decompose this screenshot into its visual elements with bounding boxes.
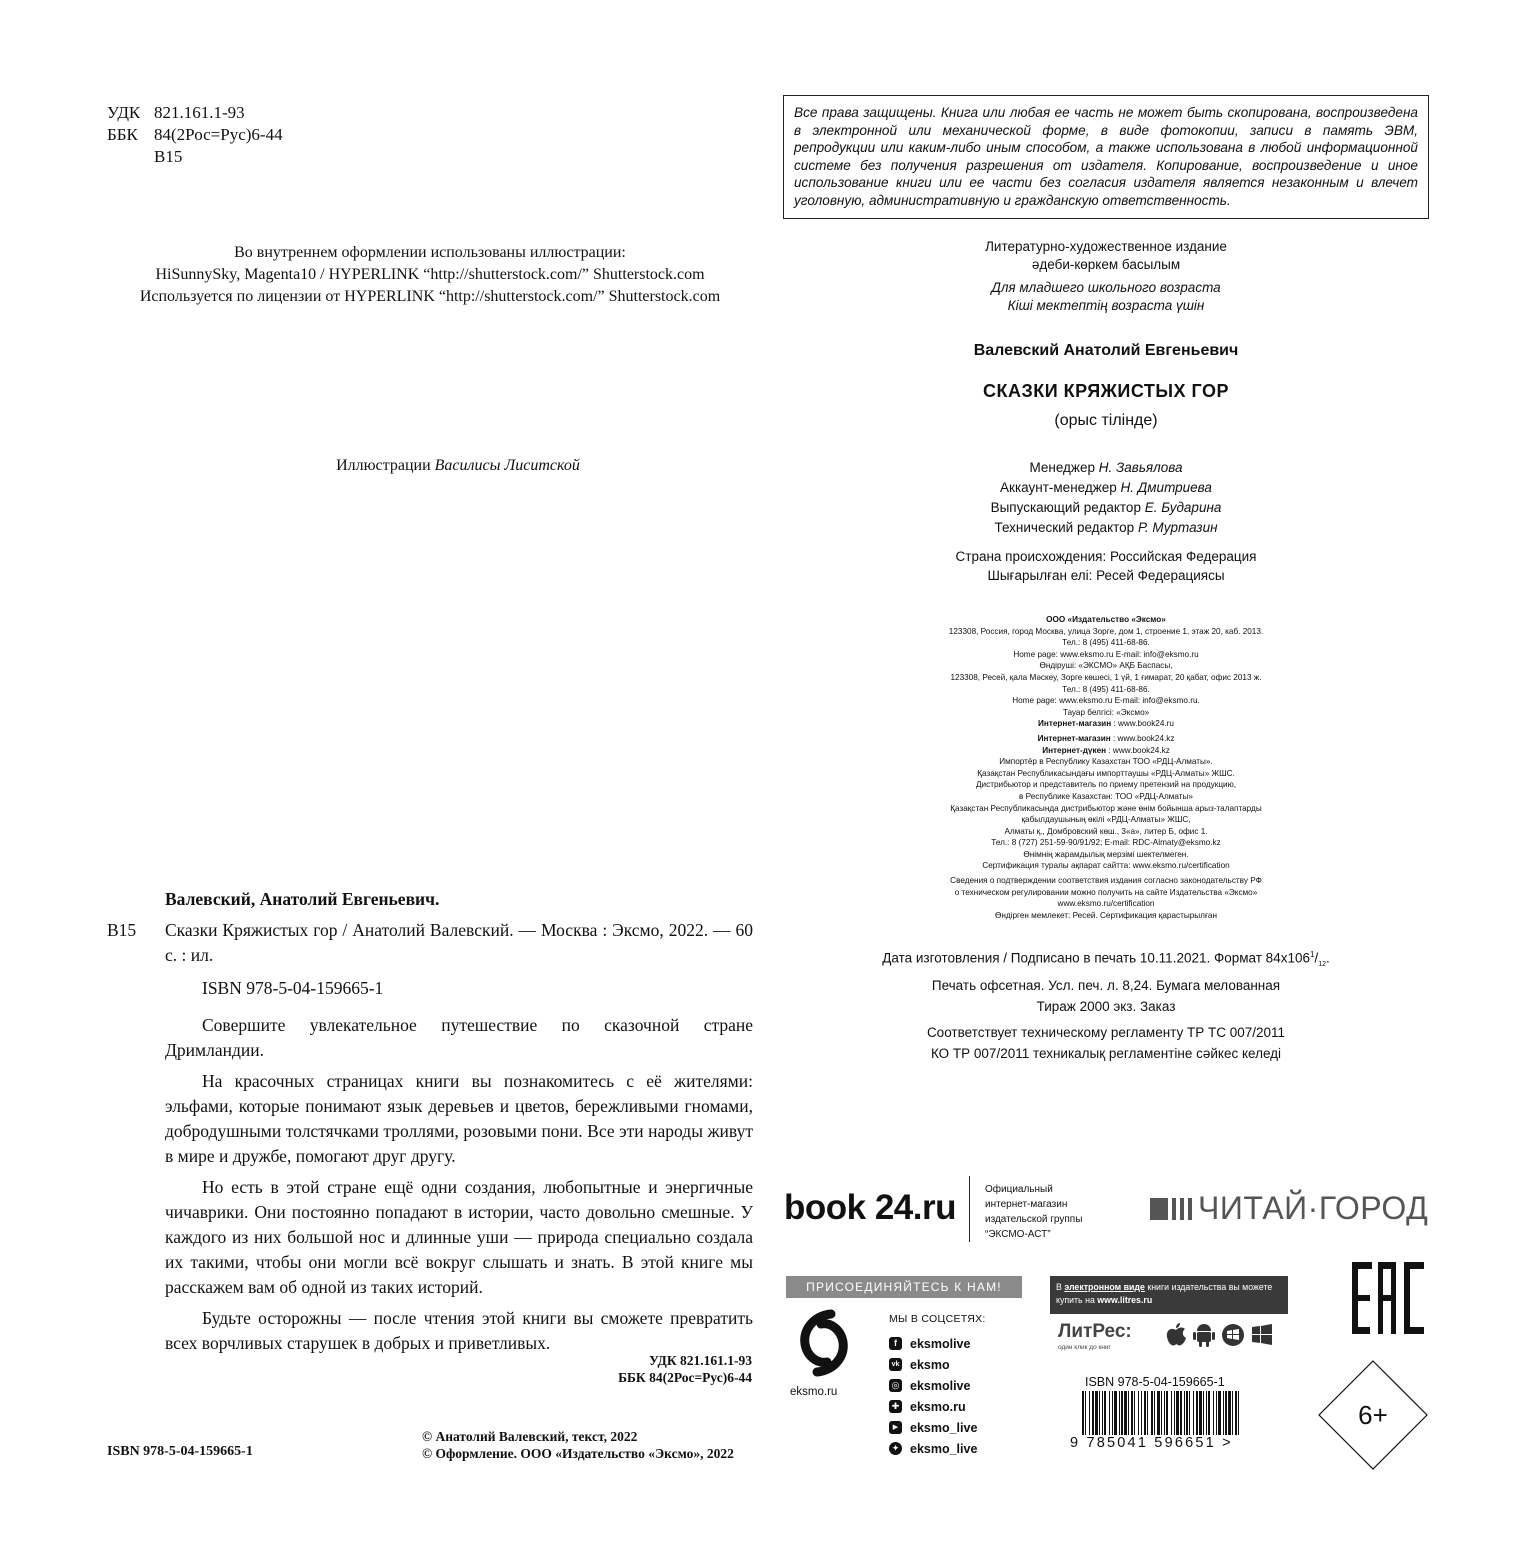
- litres-banner-prefix: В: [1056, 1282, 1065, 1292]
- barcode-bar: [1119, 1391, 1120, 1435]
- publisher-line: Тел.: 8 (727) 251-59-90/91/92; E-mail: RDC-Almaty@eksmo.kz: [991, 838, 1221, 848]
- social-item[interactable]: [889, 1438, 977, 1459]
- format-numerator: 1: [1309, 950, 1315, 959]
- social-label: eksmo: [910, 1357, 950, 1372]
- barcode-bar: [1228, 1391, 1231, 1435]
- barcode-digits: 9 785041 596651 >: [1070, 1435, 1233, 1451]
- isbn-bottom: ISBN 978-5-04-159665-1: [107, 1444, 253, 1459]
- publisher-line: Тауар белгісі: «Эксмо»: [1062, 707, 1150, 717]
- staff-role: Аккаунт-менеджер: [1000, 480, 1117, 495]
- windows-icon: [1251, 1322, 1273, 1348]
- barcode-bar: [1196, 1391, 1198, 1435]
- youtube-icon: ▶: [889, 1421, 902, 1434]
- shop-label: Интернет-магазин: [1037, 733, 1111, 743]
- social-list: [889, 1333, 977, 1459]
- staff-list: [783, 458, 1429, 538]
- bbk-label: ББК: [107, 125, 138, 144]
- barcode-bar: [1141, 1391, 1142, 1435]
- social-label: eksmo_live: [910, 1441, 978, 1456]
- copyright: [422, 1428, 734, 1462]
- chitai-gorod-logo: [1150, 1190, 1428, 1227]
- annotation-paragraph: Будьте осторожны — после чтения этой книги вы сможете превратить всех ворчливых старушек в добрых и приветливых.: [165, 1308, 753, 1353]
- publisher-line: [783, 718, 1429, 730]
- social-label: eksmolive: [910, 1336, 971, 1351]
- print-date: Дата изготовления / Подписано в печать 10.11.2021. Формат 84x106: [882, 950, 1310, 966]
- format-denominator: 12: [1318, 961, 1326, 969]
- staff-row: [783, 498, 1429, 518]
- book-author: Валевский Анатолий Евгеньевич: [973, 342, 1239, 359]
- barcode-bar: [1223, 1391, 1224, 1435]
- litres-logo: ЛитРес:: [1058, 1321, 1132, 1342]
- litres-tagline: один клик до книг: [1058, 1344, 1111, 1351]
- annotation-paragraph: Совершите увлекательное путешествие по сказочной стране Дримландии.: [165, 1015, 753, 1060]
- staff-name: Е. Бударина: [1144, 500, 1222, 515]
- illustration-credit-line: Во внутреннем оформлении использованы иллюстрации:: [234, 244, 626, 261]
- barcode-bar: [1089, 1391, 1090, 1435]
- publisher-line: Импортёр в Республику Казахстан ТОО «РДЦ-Алматы».: [999, 757, 1213, 767]
- eac-mark-icon: [1352, 1262, 1424, 1334]
- biblio-isbn: ISBN 978-5-04-159665-1: [202, 978, 384, 998]
- social-item[interactable]: [889, 1375, 977, 1396]
- publisher-line: Өндірген мемлекет: Ресей. Сертификация қарастырылған: [994, 910, 1218, 920]
- publisher-line: Дистрибьютор и представитель по приему претензий на продукцию,: [976, 780, 1236, 790]
- barcode-bar: [1180, 1391, 1182, 1435]
- publisher-info: [783, 614, 1429, 921]
- barcode-bar: [1138, 1391, 1139, 1435]
- barcode-bar: [1154, 1391, 1155, 1435]
- copyright-line: © Оформление. ООО «Издательство «Эксмо», 2022: [422, 1446, 734, 1461]
- barcode-bar: [1171, 1391, 1172, 1435]
- publisher-line: [783, 745, 1429, 757]
- barcode-bar: [1134, 1391, 1135, 1435]
- barcode-bar: [1109, 1391, 1110, 1435]
- udk-value: 821.161.1-93: [154, 103, 245, 122]
- social-label: eksmo_live: [910, 1420, 978, 1435]
- barcode-bar: [1104, 1391, 1106, 1435]
- publisher-line: Сертификация туралы ақпарат сайтта: www.eksmo.ru/certification: [982, 861, 1230, 871]
- print-line: Печать офсетная. Усл. печ. л. 8,24. Бумага мелованная: [931, 978, 1281, 994]
- barcode-bar: [1216, 1391, 1217, 1435]
- litres-banner-site[interactable]: www.litres.ru: [1097, 1295, 1153, 1305]
- illustrator-label: Иллюстрации: [336, 457, 431, 474]
- join-us-banner: ПРИСОЕДИНЯЙТЕСЬ К НАМ!: [786, 1276, 1022, 1298]
- barcode-bar: [1121, 1391, 1123, 1435]
- barcode-bar: [1218, 1391, 1221, 1435]
- edition-type: [783, 238, 1429, 274]
- barcode-bar: [1099, 1391, 1100, 1435]
- publisher-line: қабылдаушының өкілі «РДЦ-Алматы» ЖШС,: [1021, 815, 1191, 825]
- bbk-value: 84(2Рос=Рус)6-44: [154, 125, 283, 144]
- age-rating-badge: [1318, 1360, 1428, 1470]
- rights-notice: Все права защищены. Книга или любая ее часть не может быть скопирована, воспроизведена в электронной или механической форме, в виде фотокопии, записи в память ЭВМ, репродукции или каким-либо иным способом, а также использована в любой информационной системе без получения разрешения от издателя. Копирование, воспроизведение и иное использование книги или ее части без согласия издателя является незаконным и влечет уголовную, административную и гражданскую ответственность.: [783, 95, 1429, 219]
- country-of-origin: [783, 547, 1429, 585]
- barcode-bar: [1189, 1391, 1190, 1435]
- vk-icon: vk: [889, 1358, 902, 1371]
- android-icon: [1193, 1322, 1215, 1348]
- ok-icon: ✚: [889, 1400, 902, 1413]
- udk-label: УДК: [107, 103, 141, 122]
- barcode-bar: [1147, 1391, 1148, 1435]
- barcode-bar: [1161, 1391, 1162, 1435]
- litres-banner-link[interactable]: электронном виде: [1064, 1282, 1145, 1292]
- staff-row: [783, 518, 1429, 538]
- barcode-bar: [1128, 1391, 1129, 1435]
- country-line: Страна происхождения: Российская Федерация: [955, 549, 1257, 564]
- staff-name: Р. Муртазин: [1137, 520, 1218, 535]
- chitai-gorod-mark-icon: [1150, 1196, 1198, 1222]
- facebook-icon: f: [889, 1337, 902, 1350]
- publisher-line: Сведения о подтверждении соответствия издания согласно законодательству РФ: [950, 876, 1262, 886]
- age-group-line: Кіші мектептің возраста үшін: [1007, 298, 1205, 313]
- barcode-bar: [1112, 1391, 1113, 1435]
- book24-desc-line: Официальный: [985, 1184, 1053, 1195]
- barcode-icon: [1082, 1391, 1240, 1435]
- barcode-bar: [1203, 1391, 1204, 1435]
- book-title: СКАЗКИ КРЯЖИСТЫХ ГОР: [982, 381, 1230, 401]
- barcode-bar: [1184, 1391, 1185, 1435]
- annotation-paragraph: На красочных страницах книги вы познакомитесь с её жителями: эльфами, которые понимают язык деревьев и цветов, бережливыми гномами, добродушными толстячками троллями, розовыми пони. Все эти народы живут в мире и дружбе, помогают друг другу.: [165, 1071, 753, 1166]
- barcode-bar: [1131, 1391, 1133, 1435]
- barcode-bar: [1144, 1391, 1146, 1435]
- age-group-line: Для младшего школьного возраста: [991, 280, 1221, 295]
- barcode-bar: [1186, 1391, 1188, 1435]
- social-label: eksmolive: [910, 1378, 971, 1393]
- litres-banner: [1050, 1276, 1288, 1314]
- eksmo-logo-icon: [795, 1308, 853, 1380]
- barcode-bar: [1193, 1391, 1194, 1435]
- udk-summary-line: УДК 821.161.1-93: [649, 1353, 752, 1368]
- author-sign: В15: [154, 147, 183, 166]
- shop-value: : www.book24.ru: [1111, 719, 1174, 729]
- country-line: Шығарылған елі: Ресей Федерациясы: [987, 568, 1225, 583]
- barcode-bar: [1232, 1391, 1233, 1435]
- book24-desc-line: интернет-магазин: [985, 1199, 1068, 1210]
- staff-role: Технический редактор: [994, 520, 1135, 535]
- barcode-bar: [1238, 1391, 1239, 1435]
- publisher-line: о техническом регулировании можно получить на сайте Издательства «Эксмо»: [954, 887, 1258, 897]
- age-group: [783, 279, 1429, 315]
- eksmo-url[interactable]: eksmo.ru: [790, 1386, 838, 1398]
- age-rating: 6+: [1358, 1400, 1388, 1430]
- udk-summary: [560, 1352, 752, 1386]
- shop-label: Интернет-дүкен: [1042, 745, 1107, 755]
- publisher-line: Өнімнің жарамдылық мерзімі шектелмеген.: [1023, 849, 1189, 859]
- apple-icon: [1165, 1322, 1187, 1348]
- book24-desc-line: издательской группы: [985, 1214, 1083, 1225]
- barcode-bar: [1174, 1391, 1175, 1435]
- print-line: Дата изготовления / Подписано в печать 10.11.2021. Формат $84x106^1/_{12}$.: [882, 950, 1330, 969]
- barcode-bar: [1095, 1391, 1098, 1435]
- publisher-line: [783, 733, 1429, 745]
- staff-role: Менеджер: [1029, 460, 1095, 475]
- print-line: КО ТР 007/2011 техникалық регламентіне сәйкес келеді: [930, 1046, 1282, 1062]
- barcode-bar: [1225, 1391, 1227, 1435]
- publisher-line: Алматы қ., Домбровский көш., 3«а», литер Б, офис 1.: [1004, 826, 1208, 836]
- social-item[interactable]: [889, 1354, 977, 1375]
- barcode-bar: [1085, 1391, 1086, 1435]
- publisher-line: Қазақстан Республикасында дистрибьютор және өнім бойынша арыз-талаптарды: [950, 803, 1262, 813]
- staff-role: Выпускающий редактор: [990, 500, 1141, 515]
- book24-description: [985, 1182, 1082, 1242]
- illustration-credit-line: HiSunnySky, Magenta10 / HYPERLINK “http://shutterstock.com/” Shutterstock.com: [155, 266, 705, 283]
- udk-summary-line: ББК 84(2Рос=Рус)6-44: [618, 1370, 752, 1385]
- barcode-bar: [1114, 1391, 1117, 1435]
- publisher-line: 123308, Россия, город Москва, улица Зорге, дом 1, строение 1, этаж 20, каб. 2013.: [948, 626, 1264, 636]
- social-item[interactable]: [889, 1333, 977, 1354]
- udk-block: [107, 102, 283, 168]
- publisher-line: в Республике Казахстан: ТОО «РДЦ-Алматы»: [1019, 791, 1193, 801]
- biblio-code: В15: [107, 920, 137, 940]
- biblio-author: Валевский, Анатолий Евгеньевич.: [165, 889, 440, 909]
- staff-row: [783, 458, 1429, 478]
- twitter-icon: ✦: [889, 1442, 902, 1455]
- publisher-line: 123308, Ресей, қала Мәскеу, Зорге көшесі, 1 үй, 1 ғимарат, 20 қабат, офис 2013 ж.: [950, 672, 1262, 682]
- publisher-line: Тел.: 8 (495) 411-68-86.: [1062, 684, 1150, 694]
- publisher-line: Home page: www.eksmo.ru E-mail: info@eksmo.ru.: [1012, 696, 1200, 706]
- chitai-gorod-text: ЧИТАЙ·ГОРОД: [1198, 1190, 1429, 1226]
- illustration-credit-line: Используется по лицензии от HYPERLINK “http://shutterstock.com/” Shutterstock.com: [139, 288, 721, 305]
- illustrator-credit: [108, 457, 808, 475]
- book24-desc-line: “ЭКСМО-АСТ”: [985, 1229, 1051, 1240]
- barcode-bar: [1082, 1391, 1084, 1435]
- publisher-line: Қазақстан Республикасындағы импорттаушы «РДЦ-Алматы» ЖШС.: [977, 768, 1235, 778]
- bibliographic-record: [107, 887, 753, 1362]
- social-item[interactable]: [889, 1417, 977, 1438]
- divider: [969, 1176, 970, 1242]
- barcode-bar: [1102, 1391, 1103, 1435]
- staff-name: Н. Завьялова: [1098, 460, 1183, 475]
- edition-type-line: Литературно-художественное издание: [985, 239, 1227, 254]
- illustrator-name: Василисы Лиситской: [434, 457, 580, 474]
- barcode-bar: [1124, 1391, 1127, 1435]
- shop-label: Интернет-магазин: [1038, 719, 1112, 729]
- publisher-line: Өндіруші: «ЭКСМО» АҚБ Баспасы,: [1039, 661, 1173, 671]
- annotation-paragraph: Но есть в этой стране ещё одни создания, любопытные и энергичные чичаврики. Они постоянно попадают в истории, часто довольно смешные. У каждого из них большой нос и длинные уши — природа специально создала их такими, чтобы они могли всё вокруг слышать и знать. В этой книге мы расскажем вам об одной из таких историй.: [165, 1177, 753, 1297]
- shop-value: : www.book24.kz: [1106, 745, 1170, 755]
- biblio-entry: Сказки Кряжистых гор / Анатолий Валевский. — Москва : Эксмо, 2022. — 60 с. : ил.: [165, 920, 753, 965]
- print-line: Соответствует техническому регламенту ТР ТС 007/2011: [926, 1025, 1286, 1041]
- publisher-name: ООО «Издательство «Эксмо»: [1046, 615, 1166, 624]
- barcode-bar: [1208, 1391, 1210, 1435]
- barcode-bar: [1213, 1391, 1214, 1435]
- social-label: eksmo.ru: [910, 1399, 966, 1414]
- barcode-bar: [1206, 1391, 1207, 1435]
- book24-logo: book 24.ru: [784, 1188, 956, 1227]
- social-item[interactable]: [889, 1396, 977, 1417]
- publisher-line: www.eksmo.ru/certification: [1057, 899, 1155, 909]
- staff-name: Н. Дмитриева: [1120, 480, 1212, 495]
- shop-value: : www.book24.kz: [1110, 733, 1175, 743]
- barcode-bar: [1151, 1391, 1153, 1435]
- barcode-bar: [1176, 1391, 1179, 1435]
- barcode-isbn: ISBN 978-5-04-159665-1: [1085, 1375, 1225, 1389]
- barcode-bar: [1164, 1391, 1165, 1435]
- copyright-line: © Анатолий Валевский, текст, 2022: [422, 1429, 638, 1444]
- publisher-line: Home page: www.eksmo.ru E-mail: info@eksmo.ru: [1013, 649, 1199, 659]
- litres-banner-text: книги издательства вы можете купить на: [1056, 1282, 1273, 1305]
- windows-phone-icon: [1221, 1322, 1245, 1348]
- print-info: [783, 944, 1429, 1064]
- barcode-bar: [1235, 1391, 1237, 1435]
- platform-icons: [1165, 1322, 1273, 1348]
- barcode-bar: [1092, 1391, 1094, 1435]
- book-language: (орыс тілінде): [1054, 412, 1158, 429]
- social-title: МЫ В СОЦСЕТЯХ:: [889, 1313, 986, 1325]
- instagram-icon: ◎: [889, 1379, 902, 1392]
- illustration-credit: [108, 242, 752, 308]
- barcode-bar: [1199, 1391, 1202, 1435]
- edition-type-line: әдеби-көркем басылым: [1031, 257, 1181, 272]
- print-line: Тираж 2000 экз. Заказ: [1036, 999, 1176, 1015]
- barcode-bar: [1157, 1391, 1160, 1435]
- barcode-bar: [1166, 1391, 1168, 1435]
- staff-row: [783, 478, 1429, 498]
- publisher-line: Тел.: 8 (495) 411-68-86.: [1062, 638, 1150, 648]
